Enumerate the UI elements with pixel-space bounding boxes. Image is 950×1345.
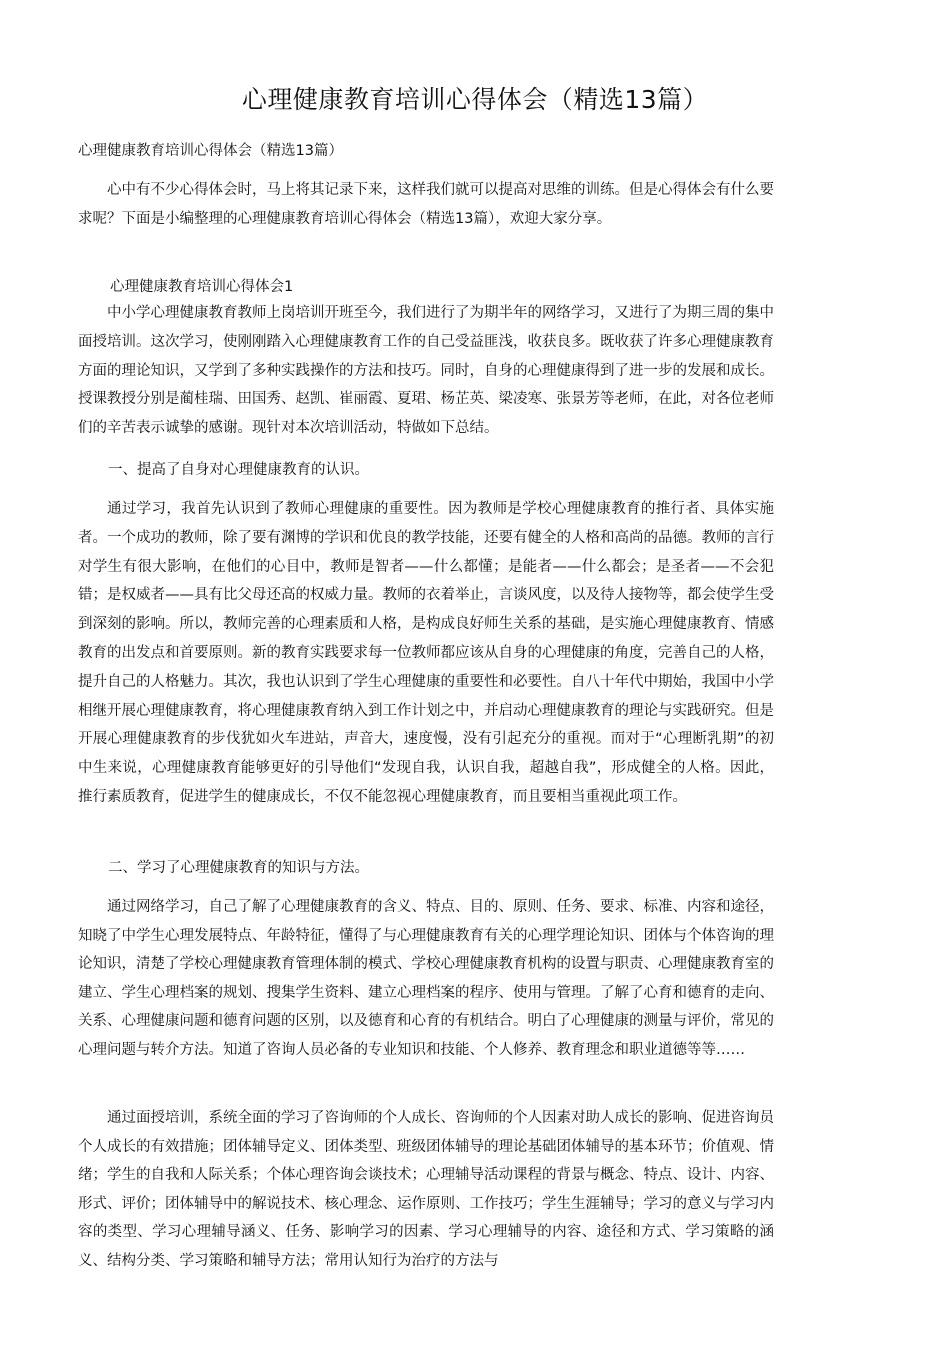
document-subtitle: 心理健康教育培训心得体会（精选13篇）: [78, 143, 343, 159]
body-paragraph-1: 中小学心理健康教育教师上岗培训开班至今，我们进行了为期半年的网络学习，又进行了为期三周的集中面授培训。这次学习，使刚刚踏入心理健康教育工作的自己受益匪浅，收获良多。既收获了许多心理健康教育方面的理论知识，又学到了多种实践操作的方法和技巧。同时，自身的心理健康得到了进一步的发展和成长。授课教授分别是蔺桂瑞、田国秀、赵凯、崔丽霞、夏珺、杨芷英、梁凌寒、张景芳等老师，在此，对各位老师们的辛苦表示诚挚的感谢。现针对本次培训活动，特做如下总结。: [78, 305, 774, 437]
body-paragraph-4: 通过面授培训，系统全面的学习了咨询师的个人成长、咨询师的个人因素对助人成长的影响、促进咨询员个人成长的有效措施；团体辅导定义、团体类型、班级团体辅导的理论基础团体辅导的基本环节；价值观、情绪；学生的自我和人际关系；个体心理咨询会谈技术；心理辅导活动课程的背景与概念、特点、设计、内容、形式、评价；团体辅导中的解说技术、核心理念、运作原则、工作技巧；学生生涯辅导；学习的意义与学习内容的类型、学习心理辅导涵义、任务、影响学习的因素、学习心理辅导的内容、途径和方式、学习策略的涵义、结构分类、学习策略和辅导方法；常用认知行为治疗的方法与: [78, 1110, 774, 1269]
section-heading-2: 二、学习了心理健康教育的知识与方法。: [108, 860, 369, 876]
body-paragraph-2: 通过学习，我首先认识到了教师心理健康的重要性。因为教师是学校心理健康教育的推行者、具体实施者。一个成功的教师，除了要有渊博的学识和优良的教学技能，还要有健全的人格和高尚的品德。教师的言行对学生有很大影响，在他们的心目中，教师是智者——什么都懂；是能者——什么都会；是圣者——不会犯错；是权威者——具有比父母还高的权威力量。教师的衣着举止，言谈风度，以及待人接物等，都会使学生受到深刻的影响。所以，教师完善的心理素质和人格，是构成良好师生关系的基础，是实施心理健康教育、情感教育的出发点和首要原则。新的教育实践要求每一位教师都应该从自身的心理健康的角度，完善自己的人格，提升自己的人格魅力。其次，我也认识到了学生心理健康的重要性和必要性。自八十年代中期始，我国中小学相继开展心理健康教育，将心理健康教育纳入到工作计划之中，并启动心理健康教育的理论与实践研究。但是开展心理健康教育的步伐犹如火车进站，声音大，速度慢，没有引起充分的重视。而对于“心理断乳期”的初中生来说，心理健康教育能够更好的引导他们“发现自我，认识自我，超越自我”，形成健全的人格。因此，推行素质教育，促进学生的健康成长，不仅不能忽视心理健康教育，而且要相当重视此项工作。: [78, 501, 774, 805]
body-paragraph-3: 通过网络学习，自己了解了心理健康教育的含义、特点、目的、原则、任务、要求、标准、内容和途径，知晓了中学生心理发展特点、年龄特征，懂得了与心理健康教育有关的心理学理论知识、团体与个体咨询的理论知识，清楚了学校心理健康教育管理体制的模式、学校心理健康教育机构的设置与职责、心理健康教育室的建立、学生心理档案的规划、搜集学生资料、建立心理档案的程序、使用与管理。了解了心育和德育的走向、关系、心理健康问题和德育问题的区别，以及德育和心育的有机结合。明白了心理健康的测量与评价，常见的心理问题与转介方法。知道了咨询人员必备的专业知识和技能、个人修养、教育理念和职业道德等等……: [78, 899, 774, 1058]
section-title: 心理健康教育培训心得体会1: [110, 279, 294, 295]
section-heading-1: 一、提高了自身对心理健康教育的认识。: [108, 462, 369, 478]
intro-paragraph: 心中有不少心得体会时，马上将其记录下来，这样我们就可以提高对思维的训练。但是心得体会有什么要求呢？下面是小编整理的心理健康教育培训心得体会（精选13篇），欢迎大家分享。: [78, 182, 774, 227]
document-title: 心理健康教育培训心得体会（精选13篇）: [241, 85, 709, 114]
